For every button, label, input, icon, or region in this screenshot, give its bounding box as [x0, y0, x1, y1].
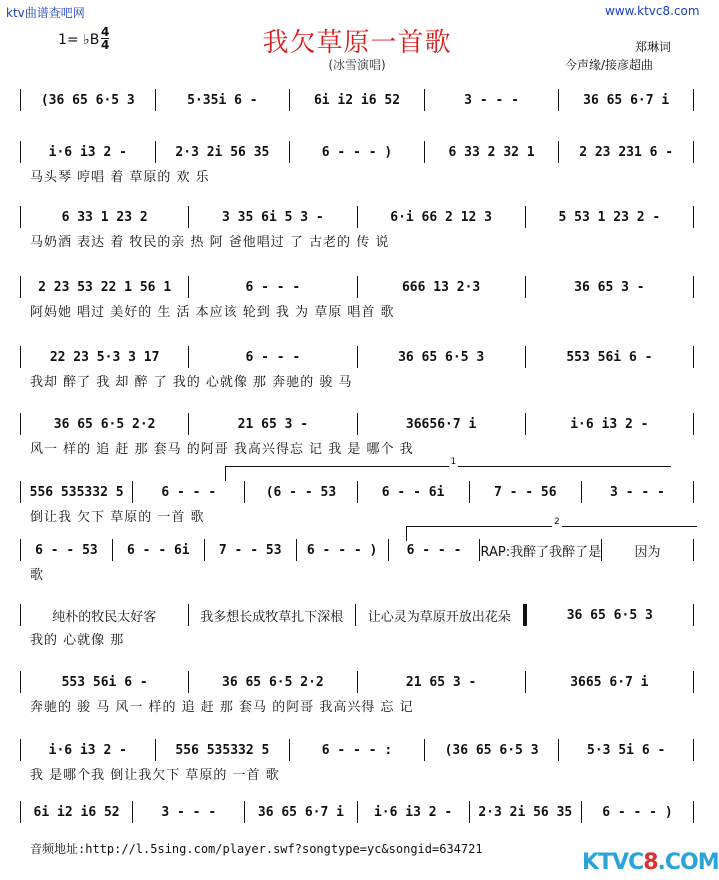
barline: [693, 539, 694, 561]
barline: [693, 206, 694, 228]
measure: 2·3 2i 56 35: [175, 144, 270, 160]
measure: 666 13 2·3: [401, 279, 481, 295]
notation-line-12: [20, 800, 694, 824]
measure: RAP:我醉了我醉了是: [480, 544, 602, 560]
lyric-line-7: 倒让我 欠下 草原的 一首 歌: [30, 510, 205, 525]
notation-line-7: [20, 480, 694, 504]
measure: 7 - - 53: [218, 542, 282, 558]
measure: i·6 i3 2 -: [570, 416, 649, 432]
measure: 3665 6·7 i: [570, 674, 649, 690]
audio-link[interactable]: 音频地址:http://l.5sing.com/player.swf?songtype=yc&songid=634721: [30, 842, 483, 856]
barline: [693, 801, 694, 823]
measure: 2 23 53 22 1 56 1: [38, 279, 172, 295]
lyric-line-8: 歌: [30, 568, 45, 583]
volta-number-2: 2: [554, 517, 560, 527]
notation-line-3: [20, 205, 694, 229]
measure: 6 - - - ): [602, 804, 673, 820]
performer: (冰雪演唱): [328, 58, 386, 72]
lyric-line-10: 奔驰的 骏 马 风一 样的 追 赶 那 套马 的阿哥 我高兴得 忘 记: [30, 700, 414, 715]
measure: 556 535332 5: [29, 484, 124, 500]
measure: 36 65 6·7 i: [583, 92, 670, 108]
volta-number-1: 1: [450, 457, 457, 467]
measure: 6 - - -: [245, 279, 301, 295]
measure: 2·3 2i 56 35: [478, 804, 573, 820]
measure: (6 - - 53: [265, 484, 337, 500]
measure: 556 535332 5: [175, 742, 270, 758]
site-url-right: www.ktvc8.com: [605, 4, 700, 18]
time-sig-bottom: 4: [101, 38, 110, 52]
lyricist-credit: 郑琳词: [635, 40, 672, 54]
logo-part1: KTVC: [582, 850, 644, 875]
notation-line-10: [20, 670, 694, 694]
ktvc8-logo: [582, 850, 719, 875]
notation-line-11: [20, 738, 694, 762]
barline: [693, 346, 694, 368]
measure: 6 - - - ): [321, 144, 393, 160]
notation-line-5: [20, 345, 694, 369]
measure: 我多想长成牧草扎下深根: [200, 609, 344, 625]
measure: 6 - - -: [245, 349, 301, 365]
measure: 3 - - -: [610, 484, 665, 500]
measure: 36 65 6·5 3: [566, 607, 653, 623]
measure: 3 - - -: [464, 92, 519, 108]
notation-line-2: [20, 140, 694, 164]
measure: 36 65 3 -: [574, 279, 645, 295]
volta-bracket-2: [406, 517, 697, 541]
notation-line-1: [20, 88, 694, 112]
notation-line-9: [20, 603, 694, 627]
lyric-line-4: 阿妈她 唱过 美好的 生 活 本应该 轮到 我 为 草原 唱首 歌: [30, 305, 395, 320]
measure: i·6 i3 2 -: [48, 144, 127, 160]
measure: 6 - - 53: [35, 542, 98, 558]
measure: (36 65 6·5 3: [40, 92, 135, 108]
measure: 2 23 231 6 -: [579, 144, 674, 160]
lyric-line-3: 马奶酒 表达 着 牧民的亲 热 阿 爸他唱过 了 古老的 传 说: [30, 235, 390, 250]
measure: (36 65 6·5 3: [444, 742, 539, 758]
measure: 因为: [634, 544, 661, 560]
measure: 5·3 5i 6 -: [587, 742, 666, 758]
measure: 6·i 66 2 12 3: [390, 209, 492, 225]
measure: 36 65 6·5 2·2: [53, 416, 156, 432]
measure: 36 65 6·7 i: [257, 804, 344, 820]
lyric-line-6: 风一 样的 追 赶 那 套马 的阿哥 我高兴得忘 记 我 是 哪个 我: [30, 442, 414, 457]
lyric-line-5: 我却 醉了 我 却 醉 了 我的 心就像 那 奔驰的 骏 马: [30, 375, 353, 390]
lyric-line-2: 马头琴 哼唱 着 草原的 欢 乐: [30, 170, 210, 185]
lyric-line-9: 我的 心就像 那: [30, 633, 125, 648]
song-title: 我欠草原一首歌: [262, 28, 452, 58]
measure: 36656·7 i: [405, 416, 477, 432]
barline: [693, 739, 694, 761]
measure: 3 35 6i 5 3 -: [222, 209, 324, 225]
barline: [693, 481, 694, 503]
measure: 21 65 3 -: [237, 416, 309, 432]
notation-line-8: [20, 538, 694, 562]
logo-part2: 8: [643, 850, 658, 875]
measure: i·6 i3 2 -: [373, 804, 453, 820]
volta-bracket-1: [225, 457, 671, 481]
measure: 纯朴的牧民太好客: [52, 609, 157, 625]
barline: [693, 89, 694, 111]
measure: 36 65 6·5 2·2: [222, 674, 324, 690]
measure: i·6 i3 2 -: [48, 742, 127, 758]
composer-credit: 今声缘/接彦超曲: [565, 58, 654, 72]
measure: 22 23 5·3 3 17: [49, 349, 160, 365]
measure: 6 - - -: [406, 542, 462, 558]
logo-part3: .COM: [657, 850, 719, 875]
measure: 6 - - 6i: [381, 484, 445, 500]
measure: 6i i2 i6 52: [313, 92, 401, 108]
measure: 553 56i 6 -: [61, 674, 148, 690]
measure: 553 56i 6 -: [566, 349, 653, 365]
lyric-line-1: [30, 114, 700, 132]
measure: 5·35i 6 -: [187, 92, 258, 108]
site-name-left: ktv曲谱查吧网: [6, 6, 85, 20]
measure: 7 - - 56: [493, 484, 557, 500]
barline: [693, 413, 694, 435]
barline: [693, 604, 694, 626]
measure: 3 - - -: [161, 804, 217, 820]
time-sig-top: 4: [101, 25, 110, 39]
measure: 6 33 2 32 1: [448, 144, 535, 160]
notation-line-6: [20, 412, 694, 436]
barline: [693, 276, 694, 298]
time-signature: [101, 26, 109, 51]
measure: 6 - - - ): [306, 542, 378, 558]
measure: 6 - - - :: [321, 742, 393, 758]
measure: 让心灵为草原开放出花朵: [367, 609, 511, 625]
barline: [693, 671, 694, 693]
measure: 5 53 1 23 2 -: [558, 209, 661, 225]
measure: 6 - - 6i: [127, 542, 190, 558]
measure: 36 65 6·5 3: [398, 349, 485, 365]
barline: [693, 141, 694, 163]
key-signature: 1= ♭B: [58, 32, 100, 48]
measure: 6 33 1 23 2: [61, 209, 148, 225]
lyric-line-11: 我 是哪个我 倒让我欠下 草原的 一首 歌: [30, 768, 280, 783]
measure: 6i i2 i6 52: [33, 804, 120, 820]
measure: 21 65 3 -: [405, 674, 477, 690]
measure: 6 - - -: [161, 484, 217, 500]
notation-line-4: [20, 275, 694, 299]
